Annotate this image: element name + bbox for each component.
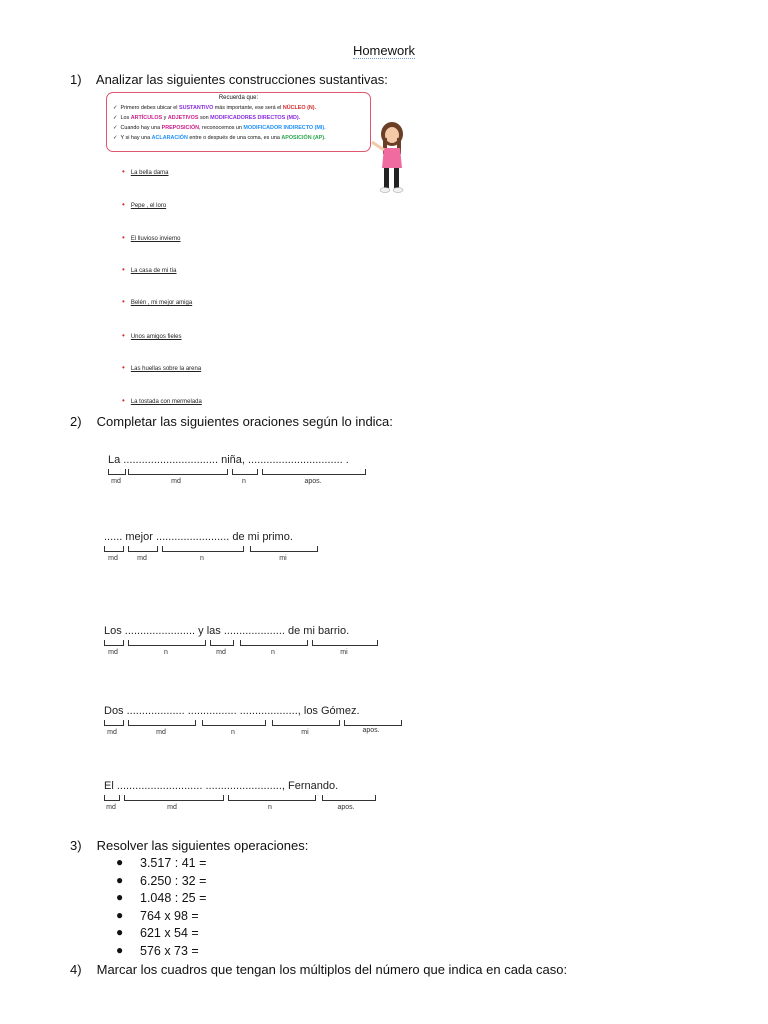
question-text: Completar las siguientes oraciones según lo indica: — [96, 414, 393, 429]
question-3 — [70, 838, 308, 853]
reminder-title: Recuerda que: — [218, 95, 259, 101]
grammar-label: md — [111, 478, 121, 485]
question-4 — [70, 962, 567, 977]
bullet-icon: ● — [116, 873, 124, 887]
operation: 621 x 54 = — [140, 926, 199, 940]
fill-in-sentence: Dos ................... ................ ..................., los Gómez. — [104, 705, 360, 717]
bracket — [128, 640, 206, 646]
grammar-label: mi — [279, 555, 287, 562]
list-item: • Unos amigos fieles — [122, 331, 182, 340]
grammar-label: apos. — [304, 478, 322, 485]
bracket — [262, 469, 366, 475]
grammar-label: apos. — [362, 727, 380, 734]
grammar-label: md — [137, 555, 147, 562]
grammar-label: apos. — [337, 804, 355, 811]
bracket — [104, 795, 120, 801]
bullet-icon: ● — [116, 908, 124, 922]
bullet-icon: ● — [116, 943, 124, 957]
list-item: • El lluvioso invierno — [122, 233, 181, 242]
operation: 3.517 : 41 = — [140, 856, 207, 870]
list-item: • La tostada con mermelada — [122, 396, 202, 405]
reminder-line: ✓ Los ARTÍCULOS y ADJETIVOS son MODIFICADORES DIRECTOS (MD). — [113, 115, 301, 121]
grammar-label: n — [164, 649, 168, 656]
operation: 1.048 : 25 = — [140, 891, 207, 905]
list-item: • Pepe , el loro — [122, 200, 167, 209]
bracket — [312, 640, 378, 646]
question-text: Marcar los cuadros que tengan los múltiplos del número que indica en cada caso: — [96, 962, 568, 977]
bracket — [210, 640, 234, 646]
bracket — [104, 546, 124, 552]
question-1 — [70, 72, 388, 87]
bracket — [344, 720, 402, 726]
reminder-line: ✓ Y si hay una ACLARACIÓN entre o después de una coma, es una APOSICIÓN (AP). — [113, 135, 326, 141]
bracket — [162, 546, 244, 552]
fill-in-sentence: Los ....................... y las .................... de mi barrio. — [104, 625, 350, 637]
fill-in-sentence: ...... mejor ........................ de mi primo. — [104, 531, 293, 543]
bracket — [228, 795, 316, 801]
question-number: 3) — [70, 838, 82, 853]
list-item: • Belén , mi mejor amiga — [122, 297, 193, 306]
bracket — [128, 720, 196, 726]
question-text: Analizar las siguientes construcciones sustantivas: — [95, 72, 388, 87]
bracket — [232, 469, 258, 475]
grammar-label: n — [200, 555, 204, 562]
bracket — [240, 640, 308, 646]
bracket — [322, 795, 376, 801]
reminder-line: ✓ Primero debes ubicar el SUSTANTIVO más importante, ese será el NÚCLEO (N). — [113, 105, 317, 111]
page-title: Homework — [352, 43, 416, 58]
grammar-label: md — [108, 649, 118, 656]
grammar-label: md — [167, 804, 177, 811]
bullet-icon: ● — [116, 925, 124, 939]
question-2 — [70, 414, 393, 429]
bracket — [104, 720, 124, 726]
grammar-label: n — [231, 729, 235, 736]
bracket — [128, 469, 228, 475]
operation: 576 x 73 = — [140, 944, 199, 958]
question-text: Resolver las siguientes operaciones: — [96, 838, 309, 853]
list-item: • La bella dama — [122, 167, 169, 176]
operation: 6.250 : 32 = — [140, 874, 207, 888]
list-item: • La casa de mi tía — [122, 265, 177, 274]
question-number: 4) — [70, 962, 82, 977]
grammar-label: md — [156, 729, 166, 736]
grammar-label: md — [107, 729, 117, 736]
question-number: 1) — [70, 72, 82, 87]
grammar-label: n — [268, 804, 272, 811]
fill-in-sentence: La ............................... niña, ............................... . — [108, 454, 349, 466]
grammar-label: mi — [340, 649, 348, 656]
bracket — [128, 546, 158, 552]
operation: 764 x 98 = — [140, 909, 199, 923]
bracket — [124, 795, 224, 801]
reminder-line: ✓ Cuando hay una PREPOSICIÓN, reconocemos un MODIFICADOR INDIRECTO (MI). — [113, 125, 326, 131]
reminder-box — [106, 92, 371, 152]
grammar-label: md — [171, 478, 181, 485]
bracket — [272, 720, 340, 726]
bullet-icon: ● — [116, 890, 124, 904]
bracket — [202, 720, 266, 726]
grammar-label: md — [216, 649, 226, 656]
grammar-label: mi — [301, 729, 309, 736]
list-item: • Las huellas sobre la arena — [122, 363, 202, 372]
fill-in-sentence: El ............................ ........................., Fernando. — [104, 780, 339, 792]
bullet-icon: ● — [116, 855, 124, 869]
grammar-label: md — [106, 804, 116, 811]
girl-illustration — [370, 120, 410, 196]
grammar-label: n — [242, 478, 246, 485]
bracket — [250, 546, 318, 552]
grammar-label: md — [108, 555, 118, 562]
grammar-label: n — [271, 649, 275, 656]
bracket — [108, 469, 126, 475]
question-number: 2) — [70, 414, 82, 429]
bracket — [104, 640, 124, 646]
